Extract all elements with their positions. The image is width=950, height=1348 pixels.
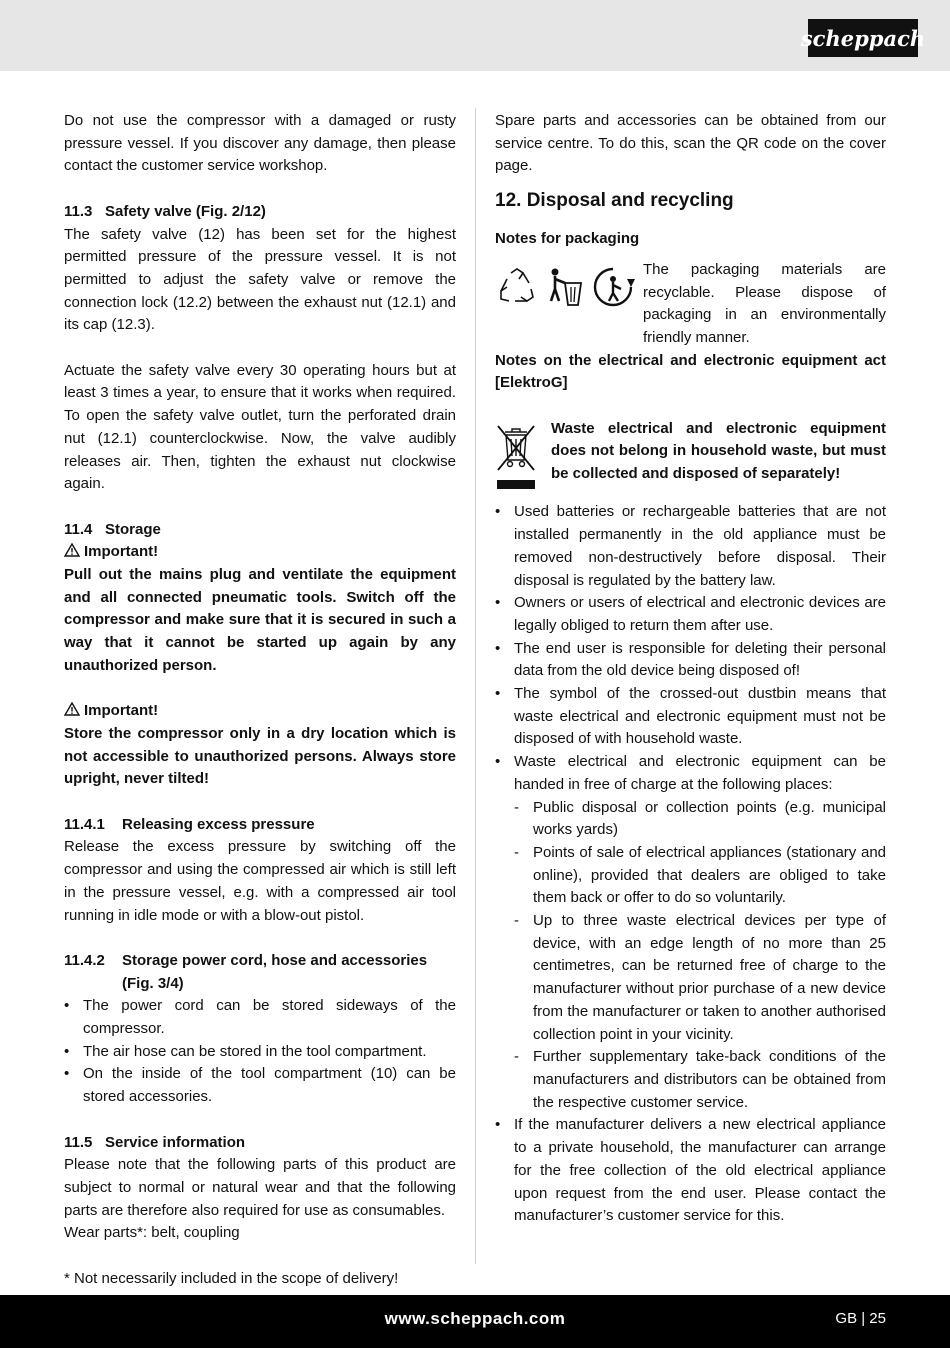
spare-parts-paragraph: Spare parts and accessories can be obtained from our service centre. To do this, scan the QR code on the cover page. — [495, 112, 886, 175]
section-title: Releasing excess pressure — [122, 815, 315, 833]
important-label: Important! — [64, 700, 456, 723]
warning-triangle-icon — [64, 702, 80, 716]
footer-bar — [0, 1295, 950, 1348]
safety-valve-actuation-paragraph: Actuate the safety valve every 30 operating hours but at least 3 times a year, to ensure that it works when required. To open the safety valve outlet, turn the perforated drain nut (12.1) counterclockwise. Now, the valve audibly releases air. Then, tighten the exhaust nut clockwise again. — [64, 361, 456, 493]
section-12-heading: 12. Disposal and recycling — [495, 190, 734, 212]
section-title: Storage power cord, hose and accessories (Fig. 3/4) — [122, 951, 428, 992]
list-item: • Used batteries or rechargeable batteries that are not installed permanently in the old appliance must be removed non-destructively before disposal. Their disposal is regulated by the battery law. — [495, 501, 886, 592]
section-number: 11.4.1 — [64, 815, 105, 833]
releasing-pressure-paragraph: Release the excess pressure by switching off the compressor and using the compressed air which is still left in the pressure vessel, e.g. with a compressed air tool running in idle mode or with a blow-out pistol. — [64, 838, 456, 924]
section-11-4-2-heading — [64, 950, 456, 995]
sub-list-item: - Public disposal or collection points (e.g. municipal works yards) — [514, 797, 886, 842]
section-number: 11.4 — [64, 520, 93, 538]
section-number: 11.5 — [64, 1133, 93, 1151]
warning-triangle-icon — [64, 543, 80, 557]
brand-logo: scheppach — [808, 19, 918, 57]
website-link[interactable]: www.scheppach.com — [384, 1309, 566, 1328]
recycle-icon — [495, 265, 539, 309]
sub-list-item: - Points of sale of electrical appliances (stationary and online), provided that dealers are obliged to take them back or offer to do so voluntarily. — [514, 842, 886, 910]
weee-crossed-bin-icon — [495, 420, 537, 494]
section-11-4-heading — [64, 519, 456, 542]
safety-valve-paragraph: The safety valve (12) has been set for the highest permitted pressure of the pressure vessel. It is not permitted to adjust the safety valve or remove the connection lock (12.2) between the exhaust nut (12.1) and its cap (12.3). — [64, 225, 456, 334]
important-label: Important! — [64, 541, 456, 564]
packaging-text: The packaging materials are recyclable. Please dispose of packaging in an environmentally friendly manner. — [643, 260, 886, 346]
packaging-block — [495, 259, 886, 350]
section-11-3-heading — [64, 201, 456, 224]
important-storage-warning: Pull out the mains plug and ventilate the equipment and all connected pneumatic tools. Switch off the compressor and make sure that it is secured in such a way that it cannot be started up again by any unauthorized person. — [64, 566, 456, 674]
disposal-list — [495, 501, 886, 1228]
notes-packaging-title: Notes for packaging — [495, 230, 640, 248]
collection-points-list — [514, 797, 886, 1115]
recycle-person-icon — [591, 265, 635, 309]
section-11-5-heading — [64, 1132, 456, 1155]
footnote: * Not necessarily included in the scope of delivery! — [64, 1269, 399, 1287]
list-item — [495, 751, 886, 1114]
elektrog-title: Notes on the electrical and electronic equipment act [ElektroG] — [495, 351, 886, 392]
service-info-paragraph: Please note that the following parts of this product are subject to normal or natural wear and that the following parts are therefore also required for use as consumables. — [64, 1156, 456, 1219]
section-number: 11.4.2 — [64, 951, 105, 969]
section-title: Safety valve (Fig. 2/12) — [105, 202, 266, 220]
sub-list-item: - Further supplementary take-back conditions of the manufacturers and distributors can be obtained from the respective customer service. — [514, 1046, 886, 1114]
list-item: • The power cord can be stored sideways of the compressor. — [64, 995, 456, 1040]
weee-warning: Waste electrical and electronic equipment does not belong in household waste, but must be collected and disposed of separately! — [551, 419, 886, 483]
intro-paragraph: Do not use the compressor with a damaged or rusty pressure vessel. If you discover any damage, then please contact the customer service workshop. — [64, 112, 456, 175]
list-item: • On the inside of the tool compartment (10) can be stored accessories. — [64, 1063, 456, 1108]
header-bar — [0, 0, 950, 71]
wear-parts-line: Wear parts*: belt, coupling — [64, 1224, 240, 1242]
section-11-4-1-heading — [64, 814, 456, 837]
packaging-icons — [495, 259, 643, 350]
page-number: GB | 25 — [835, 1310, 886, 1327]
column-divider — [475, 108, 476, 1264]
right-column — [495, 110, 886, 1228]
list-item: • The air hose can be stored in the tool compartment. — [64, 1041, 456, 1064]
sub-list-item: - Up to three waste electrical devices per type of device, with an edge length of no more than 25 centimetres, can be returned free of charge to the manufacturer without prior purchase of a new device from the manufacturer or taken to another authorised collection point in your vicinity. — [514, 910, 886, 1046]
tidyman-icon — [543, 265, 587, 309]
section-title: Storage — [105, 520, 161, 538]
list-item: • If the manufacturer delivers a new electrical appliance to a private household, the manufacturer can arrange for the free collection of the old electrical appliance upon request from the end user. Please contact the manufacturer’s customer service for this. — [495, 1114, 886, 1228]
list-item-text: Waste electrical and electronic equipment can be handed in free of charge at the following places: — [514, 753, 886, 793]
weee-block — [495, 418, 886, 502]
list-item: • Owners or users of electrical and electronic devices are legally obliged to return them after use. — [495, 592, 886, 637]
left-column — [64, 110, 456, 1290]
list-item: • The end user is responsible for deleting their personal data from the old device being disposed of! — [495, 638, 886, 683]
section-number: 11.3 — [64, 202, 93, 220]
list-item: • The symbol of the crossed-out dustbin means that waste electrical and electronic equipment must not be disposed of with household waste. — [495, 683, 886, 751]
storage-list — [64, 995, 456, 1109]
important-dry-location-warning: Store the compressor only in a dry location which is not accessible to unauthorized persons. Always store upright, never tilted! — [64, 724, 456, 788]
section-title: Service information — [105, 1133, 246, 1151]
